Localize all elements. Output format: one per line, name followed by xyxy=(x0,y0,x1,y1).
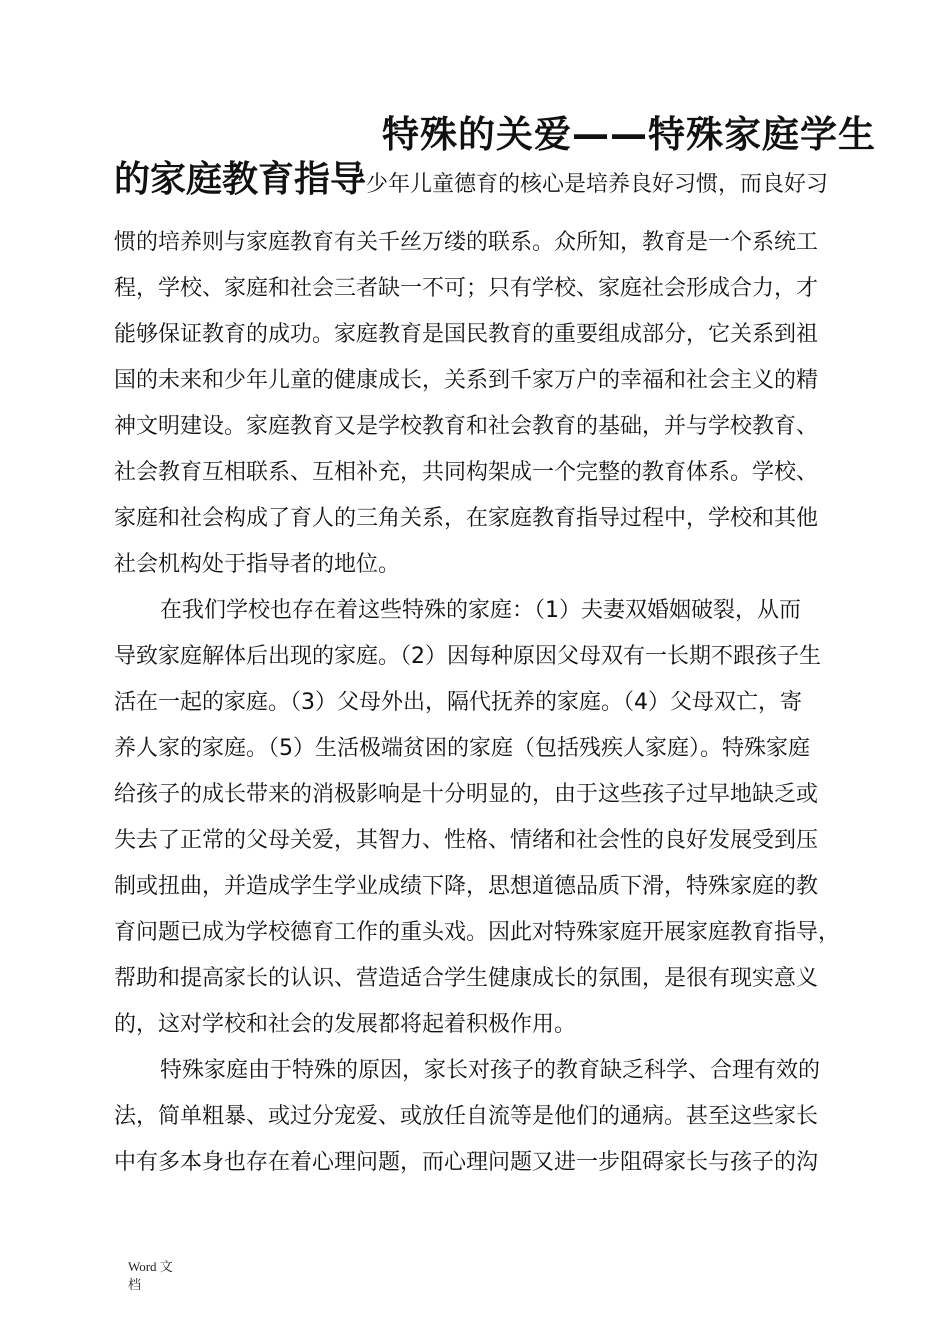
text-line: 特殊家庭由于特殊的原因，家长对孩子的教育缺乏科学、合理有效的 xyxy=(160,1058,821,1083)
text-line: 国的未来和少年儿童的健康成长，关系到千家万户的幸福和社会主义的精 xyxy=(114,368,819,393)
paragraph-first-line: 少年儿童德育的核心是培养良好习惯，而良好习 xyxy=(366,172,829,197)
text-line: 惯的培养则与家庭教育有关千丝万缕的联系。众所知，教育是一个系统工 xyxy=(114,230,819,255)
text-line: 养人家的家庭。（5）生活极端贫困的家庭（包括残疾人家庭）。特殊家庭 xyxy=(114,736,810,761)
text-line: 家庭和社会构成了育人的三角关系，在家庭教育指导过程中，学校和其他 xyxy=(114,506,819,531)
text-line: 失去了正常的父母关爱，其智力、性格、情绪和社会性的良好发展受到压 xyxy=(114,828,819,853)
footer-line: 档 xyxy=(128,1277,142,1292)
text-line: 能够保证教育的成功。家庭教育是国民教育的重要组成部分，它关系到祖 xyxy=(114,322,819,347)
text-line: 给孩子的成长带来的消极影响是十分明显的，由于这些孩子过早地缺乏或 xyxy=(114,782,819,807)
text-line: 神文明建设。家庭教育又是学校教育和社会教育的基础，并与学校教育、 xyxy=(114,414,819,439)
text-line: 的，这对学校和社会的发展都将起着积极作用。 xyxy=(114,1012,577,1037)
text-line: 育问题已成为学校德育工作的重头戏。因此对特殊家庭开展家庭教育指导， xyxy=(114,920,841,945)
footer-line: Word 文 xyxy=(128,1259,173,1274)
text-line: 制或扭曲，并造成学生学业成绩下降，思想道德品质下滑，特殊家庭的教 xyxy=(114,874,819,899)
text-line: 法，简单粗暴、或过分宠爱、或放任自流等是他们的通病。甚至这些家长 xyxy=(114,1104,819,1129)
first-row xyxy=(114,160,828,205)
text-line: 在我们学校也存在着这些特殊的家庭：（1）夫妻双婚姻破裂，从而 xyxy=(160,598,801,623)
text-line: 社会教育互相联系、互相补充，共同构架成一个完整的教育体系。学校、 xyxy=(114,460,819,485)
page-footer xyxy=(128,1258,173,1294)
text-line: 活在一起的家庭。（3）父母外出，隔代抚养的家庭。（4）父母双亡，寄 xyxy=(114,690,802,715)
document-title: 特殊的关爱——特殊家庭学生 xyxy=(382,113,876,156)
text-line: 程，学校、家庭和社会三者缺一不可；只有学校、家庭社会形成合力，才 xyxy=(114,276,819,301)
text-line: 社会机构处于指导者的地位。 xyxy=(114,552,401,577)
text-line: 中有多本身也存在着心理问题，而心理问题又进一步阻碍家长与孩子的沟 xyxy=(114,1150,819,1175)
text-line: 导致家庭解体后出现的家庭。（2）因每种原因父母双有一长期不跟孩子生 xyxy=(114,644,821,669)
text-line: 帮助和提高家长的认识、营造适合学生健康成长的氛围，是很有现实意义 xyxy=(114,966,819,991)
document-title-continued: 的家庭教育指导 xyxy=(114,159,367,200)
